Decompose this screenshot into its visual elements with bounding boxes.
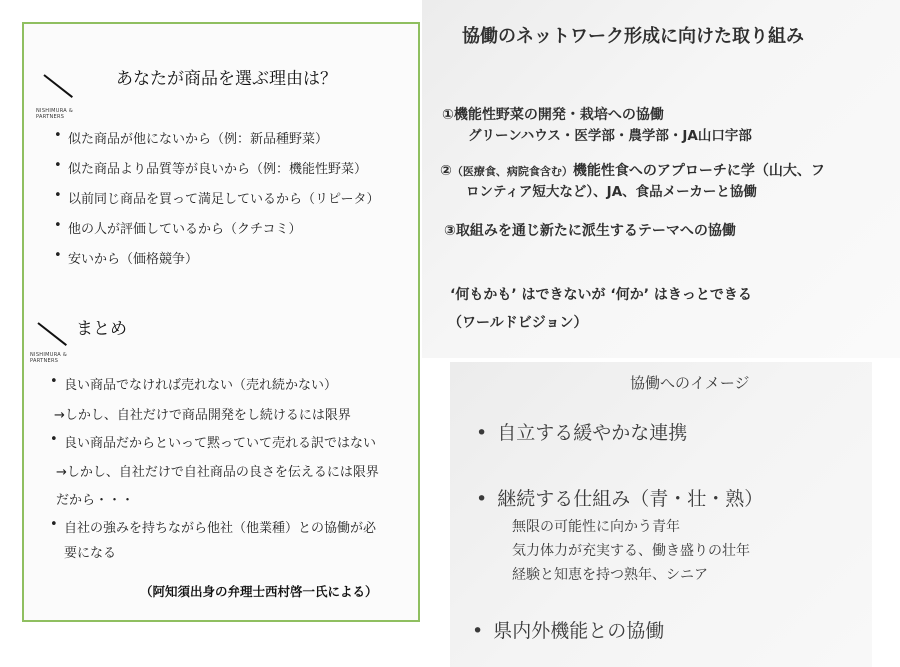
- item-2-heading: [440, 160, 825, 180]
- bullet-text: 自立する緩やかな連携: [497, 422, 688, 444]
- bullet-glyph: •: [476, 422, 488, 444]
- item-2-number: ②: [440, 163, 452, 179]
- sub-item: 経験と知恵を持つ熟年、シニア: [512, 567, 708, 583]
- bullet-glyph: •: [476, 488, 488, 510]
- list-item: • 良い商品でなければ売れない（売れ続かない）: [48, 374, 337, 393]
- slide-title: 協働へのイメージ: [630, 374, 750, 392]
- slide-network-efforts: [422, 0, 900, 358]
- bullet-autonomous-link: [476, 418, 687, 445]
- summary-line: 要になる: [64, 546, 117, 561]
- slide-title: 協働のネットワーク形成に向けた取り組み: [462, 26, 804, 47]
- bullet-prefecture-collab: [472, 616, 664, 643]
- logo-slash-mark: [43, 74, 73, 98]
- bullet-text: 県内外機能との協働: [493, 620, 665, 642]
- slide-collaboration-image: [450, 362, 872, 667]
- list-item: • 以前同じ商品を買って満足しているから（リピータ）: [52, 188, 379, 218]
- summary-list-3: [48, 517, 376, 536]
- list-item: • 自社の強みを持ちながら他社（他業種）との協働が必: [48, 517, 376, 536]
- item-2-text: 機能性食へのアプローチに学（山大、フ: [572, 163, 825, 179]
- sub-item: 無限の可能性に向かう青年: [512, 519, 680, 535]
- bullet-text: 継続する仕組み（青・壮・熟）: [497, 488, 764, 510]
- logo-text: NISHIMURA & PARTNERS: [36, 108, 74, 120]
- logo-text: NISHIMURA & PARTNERS: [30, 352, 68, 364]
- section-title-summary: まとめ: [76, 319, 127, 339]
- summary-line: →しかし、自社だけで自社商品の良さを伝えるには限界: [56, 465, 379, 480]
- item-3-heading: ③取組みを通じ新たに派生するテーマへの協働: [444, 223, 736, 239]
- bullet-continuing-system: [476, 484, 763, 511]
- sub-item: 気力体力が充実する、働き盛りの壮年: [512, 543, 750, 559]
- quote-line: ‘何もかも’ はできないが ‘何か’ はきっとできる: [450, 287, 752, 303]
- summary-line: →しかし、自社だけで商品開発をし続けるには限界: [54, 408, 351, 423]
- quote-source: （ワールドビジョン）: [448, 315, 588, 331]
- list-item: • 良い商品だからといって黙っていて売れる訳ではない: [48, 432, 376, 451]
- credit-line: （阿知須出身の弁理士西村啓一氏による）: [140, 584, 378, 599]
- list-item: • 安いから（価格競争）: [52, 248, 379, 278]
- list-item: • 似た商品が他にないから（例：新品種野菜）: [52, 128, 379, 158]
- item-2-detail: ロンティア短大など）、JA、食品メーカーと協働: [466, 184, 757, 200]
- handout-panel: [22, 22, 420, 622]
- list-item: • 似た商品より品質等が良いから（例：機能性野菜）: [52, 158, 379, 188]
- summary-line: だから・・・: [56, 493, 135, 508]
- summary-list-1: [48, 374, 337, 393]
- item-1-heading: ①機能性野菜の開発・栽培への協働: [442, 107, 664, 123]
- list-item: • 他の人が評価しているから（クチコミ）: [52, 218, 379, 248]
- item-2-note: （医療食、病院食含む）: [451, 165, 573, 178]
- logo-slash-mark: [37, 322, 67, 346]
- item-1-detail: グリーンハウス・医学部・農学部・JA山口宇部: [468, 128, 752, 144]
- section-title-reasons: あなたが商品を選ぶ理由は？: [116, 69, 337, 89]
- reasons-list: [52, 128, 379, 278]
- bullet-glyph: •: [472, 620, 484, 642]
- summary-list-2: [48, 432, 376, 451]
